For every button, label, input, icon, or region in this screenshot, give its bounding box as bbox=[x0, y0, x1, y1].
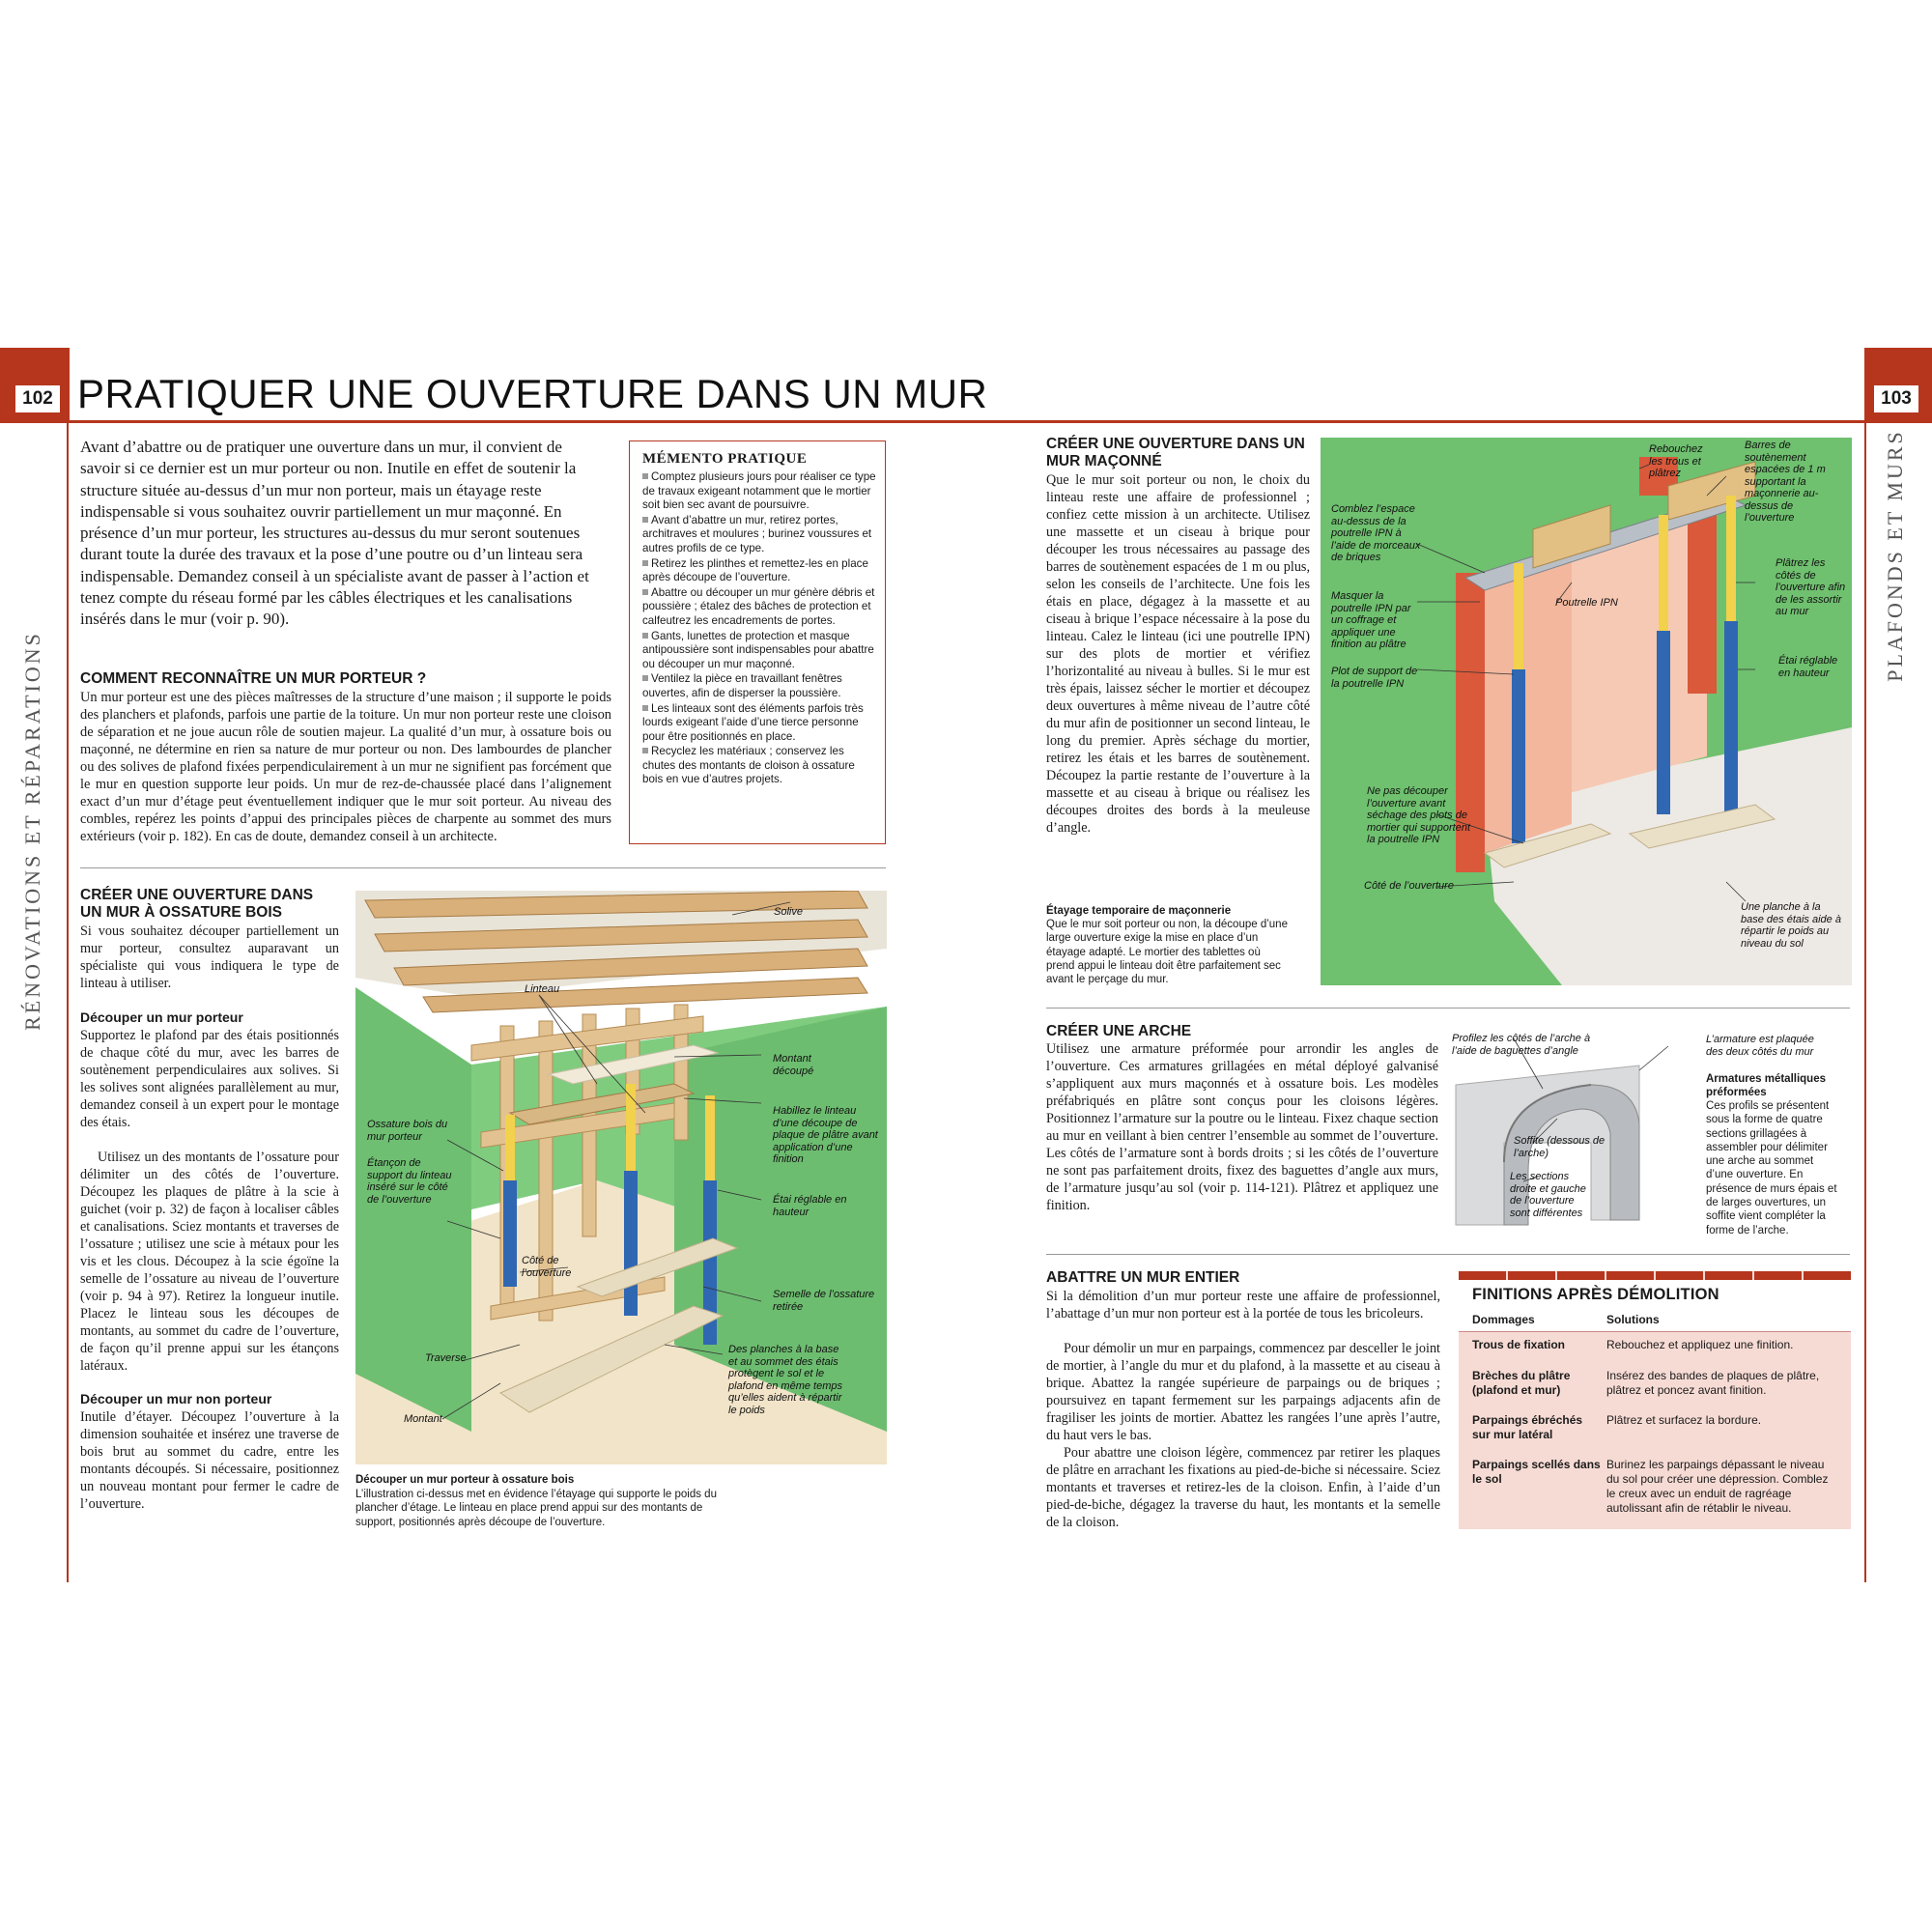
section-divider bbox=[1046, 1254, 1850, 1255]
wood-sub-load-bearing: Découper un mur porteur bbox=[80, 1009, 243, 1025]
recognize-text: Un mur porteur est une des pièces maîtresses de la structure d’une maison ; il supporte le poids des planchers et plafonds, parfois une partie de la toiture. Un mur non porteur reste une cloison de séparation et ne joue aucun rôle de soutien majeur. La qualité d’un mur, à ossature bois ou maçonné, ne détermine en rien sa nature de mur porteur ou non. Des lambourdes de plancher ou des solives de plafond fixées perpendiculairement à un mur ne signifient pas forcément que le mur en question supporte leur poids. Un mur de rez-de-chaussée placé dans l’alignement exact d’un mur d’étage peut éventuellement indiquer que le mur soit porteur. Au niveau des combles, repérez les points d’appui des principales pièces de charpente au sommet des murs extérieurs (voir p. 182). En cas de doute, demandez conseil à un architecte. bbox=[80, 690, 611, 844]
wood-paragraph-2: Utilisez un des montants de l’ossature pour délimiter un des côtés de l’ouverture. Découpez les plaques de plâtre à la scie à guichet (voir p. 32) de façon à localiser câbles et canalisations. Sciez montants et traverses de l’ossature ; utilisez une scie à métaux pour les vis et les clous. Découpez à la scie égoïne la semelle de l’ossature au niveau de l’ouverture (voir p. 94 à 97). Retirez la longueur inutile. Placez le linteau sous les découpes de montants, au sommet du cadre de l’ouverture, de façon qu’il prenne appui sur les étançons latéraux. bbox=[80, 1150, 339, 1374]
memento-item: Gants, lunettes de protection et masque antipoussière sont indispensables pour abattre ou découper un mur maçonné. bbox=[642, 629, 874, 670]
table-row bbox=[1459, 1332, 1851, 1363]
column-header-solutions: Solutions bbox=[1606, 1313, 1660, 1326]
arch-illustration bbox=[1446, 1027, 1699, 1239]
finitions-table bbox=[1459, 1271, 1851, 1529]
masonry-caption-title: Étayage temporaire de maçonnerie bbox=[1046, 905, 1232, 917]
intro-paragraph: Avant d’abattre ou de pratiquer une ouverture dans un mur, il convient de savoir si ce dernier est un mur porteur ou non. Inutile en effet de soutenir la structure située au-dessus d’un mur non porteur, mais un étayage reste indispensable si vous souhaitez ouvrir partiellement un mur maçonné. En présence d’un mur porteur, les structures au-dessus du mur seront soutenues durant toute la durée des travaux et la pose d’une poutre ou d’un linteau sera indispensable. Demandez conseil à un spécialiste avant de passer à l’action et tenez compte du réseau formé par les câbles électriques et les canalisations insérés dans le mur (voir p. 90). bbox=[80, 438, 589, 629]
masonry-caption-text: Que le mur soit porteur ou non, la découpe d’une large ouverture exige la mise en place d’un étayage adapté. Le mortier des tablettes où prend appui le linteau doit être parfaitement sec avant le perçage du mur. bbox=[1046, 919, 1288, 986]
table-cell: Brèches du plâtre (plafond et mur) bbox=[1472, 1369, 1571, 1397]
right-section-title: PLAFONDS ET MURS bbox=[1883, 429, 1907, 682]
table-cell: Rebouchez et appliquez une finition. bbox=[1606, 1338, 1794, 1351]
label-etai: Étai réglable en hauteur bbox=[773, 1194, 847, 1218]
table-row bbox=[1459, 1407, 1851, 1452]
wood-paragraph-1: Supportez le plafond par des étais positionnés de chaque côté du mur, avec les barres de soutènement perpendiculaires aux solives. Si les solives sont alignées parallèlement au mur, demandez conseil à un expert pour le montage des étais. bbox=[80, 1028, 339, 1130]
wood-heading: CRÉER UNE OUVERTURE DANS UN MUR À OSSATURE BOIS bbox=[80, 887, 314, 921]
label-masquer: Masquer la poutrelle IPN par un coffrage et appliquer une finition au plâtre bbox=[1331, 590, 1411, 650]
recognize-heading: COMMENT RECONNAÎTRE UN MUR PORTEUR ? bbox=[80, 670, 427, 687]
label-plaquee: L’armature est plaquée des deux côtés du mur bbox=[1706, 1034, 1814, 1058]
demolish-paragraph-2: Pour démolir un mur en parpaings, commencez par desceller le joint de mortier, à l’angle du mur et du plafond, à la massette et au ciseau à brique. Abattez la rangée supérieure de parpaings ou de briques ; poursuivez en tapant fermement sur les parpaings adjacents afin de fragiliser les joints de mortier. Abattez les rangées l’une après l’autre, du haut vers le bas. bbox=[1046, 1341, 1440, 1443]
label-soffite: Soffite (dessous de l’arche) bbox=[1514, 1135, 1605, 1159]
demolish-paragraph-3: Pour abattre une cloison légère, commencez par retirer les plaques de plâtre en arrachant les fixations au pied-de-biche si nécessaire. Sciez montants et traverses et retirez-les de la cloison. Enfin, à l’aide d’un pied-de-biche, dégagez la traverse du haut, les montants et la semelle de la cloison. bbox=[1046, 1445, 1440, 1530]
label-platrez: Plâtrez les côtés de l’ouverture afin de les assortir au mur bbox=[1776, 557, 1846, 617]
label-plot: Plot de support de la poutrelle IPN bbox=[1331, 666, 1418, 690]
label-habillez: Habillez le linteau d’une découpe de plaque de plâtre avant application d’une finition bbox=[773, 1105, 878, 1165]
table-cell: Burinez les parpaings dépassant le niveau du sol pour créer une dépression. Comblez le creux avec un enduit de ragréage autolissant afin de rétablir le niveau. bbox=[1606, 1458, 1829, 1515]
wood-caption-title: Découper un mur porteur à ossature bois bbox=[355, 1474, 575, 1486]
table-cell: Trous de fixation bbox=[1472, 1338, 1566, 1351]
table-stripes bbox=[1459, 1271, 1851, 1280]
wood-caption-text: L’illustration ci-dessus met en évidence l’étayage qui supporte le poids du plancher d’étage. Le linteau en place prend appui sur des montants de support, positionnés après découpe de l’ouverture. bbox=[355, 1489, 717, 1528]
memento-item: Avant d’abattre un mur, retirez portes, architraves et moulures ; burinez voussures et autres profils de ce type. bbox=[642, 513, 872, 554]
masonry-heading: CRÉER UNE OUVERTURE DANS UN MUR MAÇONNÉ bbox=[1046, 436, 1305, 469]
label-cote-masonry: Côté de l’ouverture bbox=[1364, 880, 1454, 892]
label-etai-masonry: Étai réglable en hauteur bbox=[1778, 655, 1838, 679]
table-title: FINITIONS APRÈS DÉMOLITION bbox=[1459, 1280, 1851, 1307]
table-row bbox=[1459, 1452, 1851, 1514]
arch-side-title: Armatures métalliques préformées bbox=[1706, 1073, 1826, 1098]
left-page-number: 102 bbox=[15, 385, 60, 412]
memento-item: Recyclez les matériaux ; conservez les chutes des montants de cloison à ossature bois en vue d’autres projets. bbox=[642, 745, 855, 786]
table-cell: Parpaings scellés dans le sol bbox=[1472, 1458, 1601, 1486]
label-profilez: Profilez les côtés de l’arche à l’aide de baguettes d’angle bbox=[1452, 1033, 1591, 1057]
arch-side-text: Ces profils se présentent sous la forme de quatre sections grillagées à assembler pour délimiter une arche au sommet d’une ouverture. En présence de murs épais et de larges ouvertures, un soffite vient compléter la forme de l’arche. bbox=[1706, 1100, 1837, 1236]
label-semelle: Semelle de l’ossature retirée bbox=[773, 1289, 875, 1313]
left-section-title: RÉNOVATIONS ET RÉPARATIONS bbox=[20, 631, 44, 1031]
label-montant: Montant bbox=[404, 1413, 442, 1425]
memento-item: Les linteaux sont des éléments parfois très lourds exigeant l’aide d’une tierce personne pour être positionnés en place. bbox=[642, 701, 864, 743]
wood-frame-illustration bbox=[355, 891, 887, 1464]
label-comblez: Comblez l’espace au-dessus de la poutrelle IPN à l’aide de morceaux de briques bbox=[1331, 503, 1421, 563]
section-divider bbox=[1046, 1008, 1850, 1009]
label-planche: Une planche à la base des étais aide à répartir le poids au niveau du sol bbox=[1741, 901, 1841, 950]
label-poutrelle: Poutrelle IPN bbox=[1555, 597, 1618, 609]
label-linteau: Linteau bbox=[525, 983, 560, 995]
section-divider bbox=[80, 867, 886, 868]
table-cell: Insérez des bandes de plaques de plâtre, plâtrez et poncez avant finition. bbox=[1606, 1369, 1820, 1397]
masonry-text: Que le mur soit porteur ou non, le choix du linteau reste une affaire de professionnel ; confiez cette mission à un architecte. Utilisez une massette et un ciseau à brique pour découper les trous nécessaires au passage des barres de soutènement espacées de 1 m ou plus, selon les conseils de l’architecte. Une fois les étais en place, dégagez à la massette et au ciseau à brique l’espace nécessaire à la pose du linteau. Calez le linteau (ici une poutrelle IPN) sur des plots de mortier et vérifiez l’horizontalité au niveau à bulles. Si le mur est très épais, laissez sécher le mortier et découpez deux ouvertures à même niveau de l’autre côté du mur afin de positionner un second linteau, le long du premier. Après séchage du mortier, retirez les étais et les barres de soutènement. Découpez la partie restante de l’ouverture à la massette et au ciseau à brique ou réalisez les découpes droites des bords à la meuleuse d’angle. bbox=[1046, 472, 1310, 836]
table-header bbox=[1459, 1307, 1851, 1332]
memento-item: Retirez les plinthes et remettez-les en place après découpe de l’ouverture. bbox=[642, 556, 868, 584]
page-title: PRATIQUER UNE OUVERTURE DANS UN MUR bbox=[77, 371, 988, 416]
wood-paragraph-3: Inutile d’étayer. Découpez l’ouverture à la dimension souhaitée et insérez une traverse de bois brut au sommet du cadre, entre les montants découpés. Si nécessaire, positionnez un nouveau montant pour fermer le cadre de l’ouverture. bbox=[80, 1409, 339, 1512]
label-ossature: Ossature bois du mur porteur bbox=[367, 1119, 448, 1143]
demolish-paragraph-1: Si la démolition d’un mur porteur reste une affaire de professionnel, l’abattage d’un mur non porteur est à la portée de tous les bricoleurs. bbox=[1046, 1289, 1440, 1321]
demolish-heading: ABATTRE UN MUR ENTIER bbox=[1046, 1269, 1240, 1286]
label-ne-pas: Ne pas découper l’ouverture avant séchage des plots de mortier qui supportent la poutrelle IPN bbox=[1367, 785, 1470, 845]
left-margin-rule bbox=[67, 423, 69, 1582]
column-header-dommages: Dommages bbox=[1472, 1313, 1535, 1326]
label-cote: Côté de l’ouverture bbox=[522, 1255, 572, 1279]
label-solive: Solive bbox=[774, 906, 803, 918]
label-montant-decoupe: Montant découpé bbox=[773, 1053, 814, 1077]
right-page-number: 103 bbox=[1874, 385, 1918, 412]
table-cell: Plâtrez et surfacez la bordure. bbox=[1606, 1413, 1762, 1427]
memento-item: Ventilez la pièce en travaillant fenêtres ouvertes, afin de disperser la poussière. bbox=[642, 672, 842, 699]
label-planches: Des planches à la base et au sommet des étais protègent le sol et le plafond en même temps qu’elles aident à répartir le poids bbox=[728, 1344, 843, 1416]
arch-heading: CRÉER UNE ARCHE bbox=[1046, 1023, 1192, 1039]
memento-item: Abattre ou découper un mur génère débris et poussière ; étalez des bâches de protection et calfeutrez les encadrements de portes. bbox=[642, 585, 875, 627]
arch-text: Utilisez une armature préformée pour arrondir les angles de l’ouverture. Ces armatures grillagées en métal déployé galvanisé s’appliquent aux murs maçonnés et à ossature bois. Les modèles préfabriqués en plâtre sont conçus pour les cloisons légères. Positionnez l’armature sur la poutre ou le linteau. Fixez chaque section au mur en veillant à bien centrer l’ensemble au sommet de l’ouverture. Les côtés de l’armature sont à bords droits ; si les côtés de l’ouverture ne sont pas parfaitement droits, fixez des baguettes d’angle aux murs, de l’armature jusqu’au sol (voir p. 114-121). Plâtrez et appliquez une finition. bbox=[1046, 1041, 1438, 1213]
right-margin-rule bbox=[1864, 423, 1866, 1582]
wood-sub-non-load-bearing: Découper un mur non porteur bbox=[80, 1391, 272, 1406]
header-rule bbox=[0, 420, 1932, 423]
wood-intro: Si vous souhaitez découper partiellement un mur porteur, consultez auparavant un spécialiste qui vous indiquera le type de linteau à utiliser. bbox=[80, 923, 339, 991]
label-rebouchez: Rebouchez les trous et plâtrez bbox=[1649, 443, 1703, 479]
label-traverse: Traverse bbox=[425, 1352, 467, 1364]
memento-title: MÉMENTO PRATIQUE bbox=[642, 451, 808, 467]
label-barres: Barres de soutènement espacées de 1 m supportant la maçonnerie au-dessus de l’ouverture bbox=[1745, 440, 1826, 524]
memento-box bbox=[629, 440, 886, 844]
masonry-illustration bbox=[1321, 438, 1852, 985]
label-sections: Les sections droite et gauche de l’ouverture sont différentes bbox=[1510, 1171, 1586, 1219]
table-cell: Parpaings ébréchés sur mur latéral bbox=[1472, 1413, 1583, 1441]
label-etancon: Étançon de support du linteau inséré sur le côté de l’ouverture bbox=[367, 1157, 452, 1206]
table-row bbox=[1459, 1363, 1851, 1407]
memento-item: Comptez plusieurs jours pour réaliser ce type de travaux exigeant notamment que le mortier soit bien sec avant de poursuivre. bbox=[642, 470, 876, 512]
